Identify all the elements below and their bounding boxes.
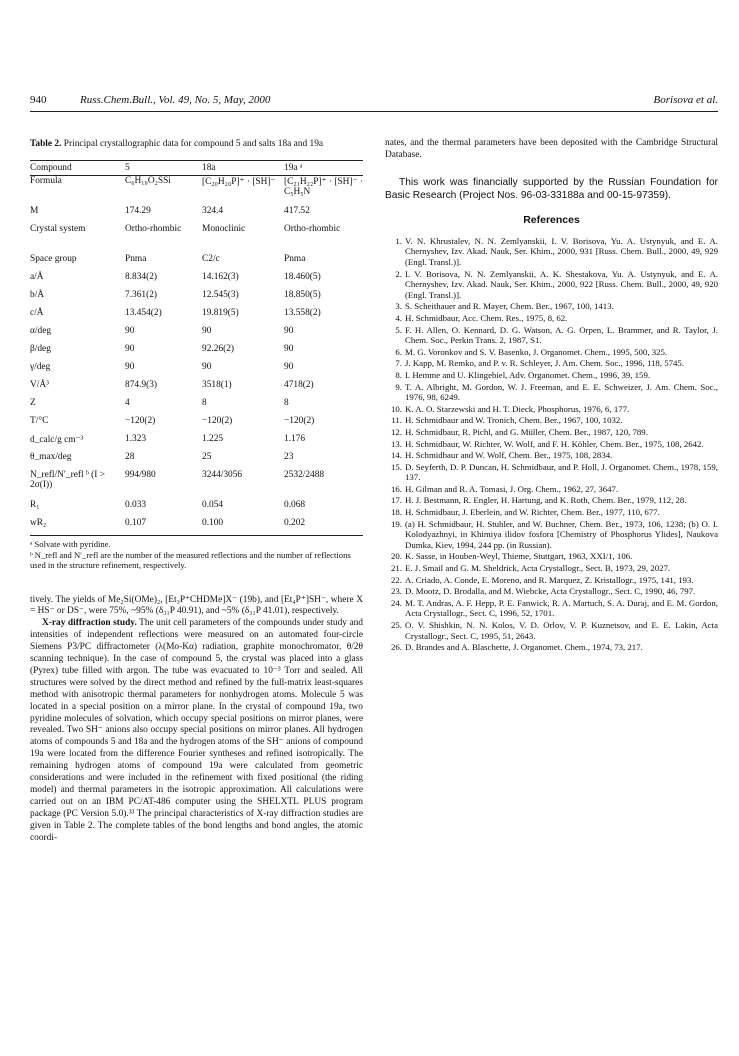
- reference-number: 15.: [391, 461, 402, 472]
- reference-number: 18.: [391, 507, 402, 518]
- reference-item: [385, 551, 718, 562]
- reference-number: 12.: [391, 426, 402, 437]
- table-cell: [C₂₀H₂₀P]⁺ · [SH]⁻: [202, 177, 276, 187]
- table-cell: 4718(2): [284, 379, 314, 390]
- reference-item: [385, 358, 718, 369]
- reference-number: 5.: [395, 324, 402, 335]
- running-authors: Borisova et al.: [653, 94, 718, 106]
- table-cell: Ortho-rhombic: [125, 223, 182, 234]
- table-cell: Pnma: [125, 253, 147, 264]
- reference-number: 17.: [391, 495, 402, 506]
- table-row: [30, 416, 363, 434]
- table-row: [30, 362, 363, 380]
- left-column: [30, 138, 363, 845]
- reference-text: M. G. Voronkov and S. V. Basenko, J. Organomet. Chem., 1995, 500, 325.: [405, 346, 668, 357]
- table-row: [30, 452, 363, 470]
- table-row: [30, 272, 363, 290]
- reference-item: [385, 642, 718, 653]
- reference-number: 26.: [391, 642, 402, 653]
- reference-number: 16.: [391, 483, 402, 494]
- table-cell: 13.454(2): [125, 307, 162, 318]
- table-cell: 0.202: [284, 518, 363, 536]
- reference-item: [385, 586, 718, 597]
- reference-number: 8.: [395, 369, 402, 380]
- table-cell: 8: [202, 397, 207, 408]
- table-cell: 1.323: [125, 433, 147, 444]
- table-row-label: R₁: [30, 499, 40, 510]
- table-cell: 4: [125, 397, 130, 408]
- table-cell: 0.033: [125, 499, 147, 510]
- reference-item: [385, 575, 718, 586]
- table-cell: 19.819(5): [202, 307, 239, 318]
- table-cell: 90: [202, 325, 212, 336]
- table-cell: 0.100: [202, 518, 284, 536]
- reference-number: 2.: [395, 268, 402, 279]
- table-row-label: α/deg: [30, 325, 52, 336]
- table-header-cell: 18a: [202, 161, 284, 176]
- table-row: [30, 254, 363, 272]
- table-row: [30, 500, 363, 518]
- table-cell: 994/980: [125, 469, 156, 480]
- reference-number: 4.: [395, 312, 402, 323]
- reference-number: 10.: [391, 403, 402, 414]
- table-row: [30, 224, 363, 254]
- xray-heading: X-ray diffraction study.: [42, 618, 137, 629]
- reference-text: O. V. Shishkin, N. N. Kolos, V. D. Orlov, V. P. Kuznetsov, and E. E. Lakin, Acta Crystallogr., Sect. C, 1995, 51, 2643.: [405, 620, 718, 641]
- table-cell: [C₂₁H₂₂P]⁺ · [SH]⁻ · C₅H₅N: [284, 177, 363, 197]
- table-cell: 8.834(2): [125, 271, 158, 282]
- reference-number: 7.: [395, 358, 402, 369]
- table-row-label: β/deg: [30, 343, 51, 354]
- reference-text: H. Gilman and R. A. Tomasi, J. Org. Chem., 1962, 27, 3647.: [405, 483, 619, 494]
- journal-citation: Russ.Chem.Bull., Vol. 49, No. 5, May, 2000: [80, 94, 271, 106]
- table-row-label: c/Å: [30, 307, 44, 318]
- reference-item: [385, 313, 718, 324]
- reference-item: [385, 415, 718, 426]
- table-row: [30, 434, 363, 452]
- reference-number: 11.: [391, 415, 402, 426]
- reference-number: 9.: [395, 381, 402, 392]
- continued-paragraph: nates, and the thermal parameters have been deposited with the Cambridge Structural Database.: [385, 138, 718, 160]
- table-cell: 3518(1): [202, 379, 232, 390]
- table-row: [30, 518, 363, 536]
- table-row: [30, 206, 363, 224]
- reference-number: 3.: [395, 301, 402, 312]
- table-cell: 25: [202, 451, 212, 462]
- reference-number: 19.: [391, 518, 402, 529]
- reference-number: 24.: [391, 597, 402, 608]
- table-cell: 874.9(3): [125, 379, 158, 390]
- reference-text: D. Mootz, D. Brodalla, and M. Wiebcke, Acta Crystallogr., Sect. C, 1990, 46, 797.: [405, 586, 696, 597]
- reference-text: J. Kapp, M. Remko, and P. v. R. Schleyer, J. Am. Chem. Soc., 1996, 118, 5745.: [405, 358, 685, 369]
- reference-text: E. J. Smail and G. M. Sheldrick, Acta Crystallogr., Sect. B, 1973, 29, 2027.: [405, 563, 671, 574]
- page-number: 940: [30, 94, 47, 106]
- table-row-label: θ_max/deg: [30, 451, 72, 462]
- table-cell: 1.176: [284, 433, 306, 444]
- table-row-label: Formula: [30, 176, 62, 186]
- table-cell: 7.361(2): [125, 289, 158, 300]
- reference-text: H. Schmidbaur and W. Wolf, Chem. Ber., 1975, 108, 2834.: [405, 450, 613, 461]
- table-cell: 23: [284, 451, 294, 462]
- reference-item: [385, 325, 718, 346]
- reference-item: [385, 427, 718, 438]
- table-row-label: N_refl/N′_refl ᵇ (I > 2σ(I)): [30, 469, 106, 490]
- reference-number: 23.: [391, 586, 402, 597]
- table-cell: −120(2): [284, 415, 315, 426]
- table-row: [30, 398, 363, 416]
- reference-item: [385, 507, 718, 518]
- reference-number: 1.: [395, 235, 402, 246]
- reference-item: [385, 382, 718, 403]
- reference-text: F. H. Allen, O. Kennard, D. G. Watson, A. G. Orpen, L. Brammer, and R. Taylor, J. Chem. Soc., Perkin Trans. 2, 1987, S1.: [405, 324, 718, 346]
- table-header-cell: Compound: [30, 161, 125, 176]
- table-header-row: [30, 161, 363, 176]
- reference-item: [385, 439, 718, 450]
- table-row: [30, 290, 363, 308]
- table-row-label: d_calc/g cm⁻³: [30, 434, 84, 445]
- reference-text: H. J. Bestmann, R. Engler, H. Hartung, and K. Roth, Chem. Ber., 1979, 112, 28.: [405, 495, 687, 506]
- reference-item: [385, 370, 718, 381]
- table-cell: 90: [202, 361, 212, 372]
- table-row: [30, 326, 363, 344]
- reference-item: [385, 462, 718, 483]
- reference-text: (a) H. Schmidbaur, H. Stuhler, and W. Buchner, Chem. Ber., 1973, 106, 1238; (b) O. I. Kolodyazhnyi, in Khimiya ilidov fosfora [Chemistry of Phosphorus Ylides], Naukova Dumka, Kiev, 1994, 244 pp. (in Russian).: [405, 518, 718, 550]
- reference-text: H. Schmidbaur, Acc. Chem. Res., 1975, 8, 62.: [405, 312, 568, 323]
- table-caption-text: Principal crystallographic data for compound 5 and salts 18a and 19a: [61, 139, 324, 149]
- table-cell: 0.068: [284, 499, 306, 510]
- table-cell: 90: [125, 325, 135, 336]
- table-caption-label: Table 2.: [30, 139, 62, 149]
- reference-number: 20.: [391, 551, 402, 562]
- reference-item: [385, 301, 718, 312]
- table-cell: −120(2): [202, 415, 233, 426]
- table-row: [30, 470, 363, 500]
- reference-item: [385, 620, 718, 641]
- right-column: [385, 138, 718, 654]
- reference-item: [385, 404, 718, 415]
- reference-text: H. Schmidbaur and W. Tronich, Chem. Ber., 1967, 100, 1032.: [405, 415, 623, 426]
- table-cell: −120(2): [125, 415, 156, 426]
- xray-body: The unit cell parameters of the compounds under study and intensities of independent reflections were measured on an automated four-circle Siemens P3/PC diffractometer (λ(Mo-Kα) radiation, graphite monochromator, θ/2θ scanning technique). In the case of compound 5, the crystal was placed into a glass (Pyrex) tube filled with argon. The tube was evacuated to 10⁻³ Torr and sealed. All structures were solved by the direct method and refined by the full-matrix least-squares method with anisotropic thermal parameters for nonhydrogen atoms. Molecule 5 was located in a special position on a mirror plane. In the crystal of compound 19a, two pyridine molecules of solvation, which occupy special positions on mirror planes, were revealed. Two SH⁻ anions also occupy special positions on mirror planes. All hydrogen atoms of compounds 5 and 18a and the hydrogen atoms of the SH⁻ anions of compound 19a were located from the difference Fourier syntheses and refined isotropically. The remaining hydrogen atoms of compound 19a were calculated from geometric considerations and were included in the refinement with fixed positional (the riding model) and thermal parameters in the isotropic approximation. All calculations were carried out on an IBM PC/AT-486 computer using the SHELXTL PLUS program package (PC Version 5.0).³³ The principal characteristics of X-ray diffraction studies are given in Table 2. The complete tables of the bond lengths and bond angles, the atomic coordi-: [30, 618, 363, 843]
- table-cell: 8: [284, 397, 289, 408]
- reference-text: K. Sasse, in Houben-Weyl, Thieme, Stuttgart, 1963, XXI/1, 106.: [405, 551, 633, 562]
- reference-item: [385, 563, 718, 574]
- reference-item: [385, 598, 718, 619]
- table-cell: 174.29: [125, 205, 151, 216]
- reference-item: [385, 236, 718, 268]
- reference-text: M. T. Andras, A. F. Hepp, P. E. Fanwick, R. A. Martuch, S. A. Duraj, and E. M. Gordon, Acta Crystallogr., Sect. C, 1996, 52, 1701.: [405, 597, 718, 619]
- table-row: [30, 344, 363, 362]
- table-cell: 12.545(3): [202, 289, 239, 300]
- xray-paragraph: [30, 618, 363, 844]
- reference-number: 6.: [395, 346, 402, 357]
- reference-number: 21.: [391, 563, 402, 574]
- table-cell: 90: [284, 361, 294, 372]
- table-cell: 417.52: [284, 205, 310, 216]
- reference-text: D. Brandes and A. Blaschette, J. Organomet. Chem., 1974, 73, 217.: [405, 642, 643, 653]
- table-caption: [30, 138, 363, 150]
- table-footnote-a: ᵃ Solvate with pyridine.: [30, 539, 111, 549]
- table-row: [30, 176, 363, 206]
- table-footnote-b: ᵇ N_refl and N′_refl are the number of the measured reflections and the number of reflections used in the structure refinement, respectively.: [30, 549, 351, 570]
- table-cell: 14.162(3): [202, 271, 239, 282]
- reference-text: T. A. Albright, M. Gordon, W. J. Freeman, and E. E. Schweizer, J. Am. Chem. Soc., 1976, 98, 6249.: [405, 381, 718, 403]
- table-row-label: Crystal system: [30, 223, 86, 234]
- table-row-label: γ/deg: [30, 361, 51, 372]
- table-header-cell: 5: [125, 161, 202, 176]
- reference-text: D. Seyferth, D. P. Duncan, H. Schmidbaur, and P. Holl, J. Organomet. Chem., 1978, 159, 137.: [405, 461, 718, 483]
- reference-text: H. Schmidbaur, W. Richter, W. Wolf, and F. H. Köhler, Chem. Ber., 1975, 108, 2642.: [405, 438, 704, 449]
- table-cell: 90: [284, 343, 294, 354]
- reference-text: K. A. O. Starzewski and H. T. Dieck, Phosphorus, 1976, 6, 177.: [405, 403, 630, 414]
- reference-list: [385, 236, 718, 653]
- reference-number: 14.: [391, 450, 402, 461]
- table-cell: 1.225: [202, 433, 224, 444]
- reference-item: [385, 450, 718, 461]
- crystallographic-table: [30, 160, 363, 536]
- reference-item: [385, 347, 718, 358]
- table-cell: 92.26(2): [202, 343, 235, 354]
- references-heading: References: [523, 213, 580, 226]
- acknowledgement: This work was financially supported by the Russian Foundation for Basic Research (Project Nos. 96-03-33188a and 00-15-97359).: [385, 176, 718, 201]
- table-row-label: Space group: [30, 253, 77, 264]
- table-cell: 90: [125, 343, 135, 354]
- table-row: [30, 380, 363, 398]
- reference-number: 22.: [391, 574, 402, 585]
- reference-text: I. V. Borisova, N. N. Zemlyanskii, A. K. Shestakova, Yu. A. Ustynyuk, and E. A. Chernyshev, Izv. Akad. Nauk, Ser. Khim., 2000, 922 [Russ. Chem. Bull., 2000, 49, 920 (Engl. Transl.)].: [405, 268, 718, 300]
- yields-paragraph: tively. The yields of Me₂Si(OMe)₂, [Et₃P⁺CHDMe]X⁻ (19b), and [Et₄P⁺]SH⁻, where X = HS⁻ or DS⁻, were 75%, ~95% (δ₃₁P 40.91), and ~5% (δ₃₁P 41.01), respectively.: [30, 594, 363, 617]
- running-header: [30, 94, 718, 110]
- table-cell: Monoclinic: [202, 223, 246, 234]
- table-row-label: Z: [30, 397, 36, 408]
- reference-item: [385, 484, 718, 495]
- reference-text: A. Criado, A. Conde, E. Moreno, and R. Marquez, Z. Kristallogr., 1975, 141, 193.: [405, 574, 694, 585]
- table-row-label: T/°C: [30, 415, 49, 426]
- table-cell: 28: [125, 451, 135, 462]
- reference-text: V. N. Khrustalev, N. N. Zemlyanskii, I. V. Borisova, Yu. A. Ustynyuk, and E. A. Chernyshev, Izv. Akad. Nauk, Ser. Khim., 2000, 931 [Russ. Chem. Bull., 2000, 49, 929 (Engl. Transl.)].: [405, 235, 718, 267]
- table-cell: C2/c: [202, 253, 220, 264]
- reference-number: 25.: [391, 620, 402, 630]
- table-row-label: a/Å: [30, 271, 44, 282]
- table-cell: 324.4: [202, 205, 224, 216]
- table-cell: 0.107: [125, 518, 202, 536]
- table-cell: 3244/3056: [202, 469, 243, 480]
- table-cell: 2532/2488: [284, 469, 325, 480]
- table-row-label: M: [30, 205, 39, 216]
- reference-text: S. Scheithauer and R. Mayer, Chem. Ber., 1967, 100, 1413.: [405, 301, 614, 312]
- table-cell: Pnma: [284, 253, 306, 264]
- table-row-label: b/Å: [30, 289, 45, 300]
- reference-item: [385, 519, 718, 551]
- reference-number: 13.: [391, 438, 402, 449]
- table-row-label: wR₂: [30, 518, 125, 536]
- table-row: [30, 308, 363, 326]
- table-cell: 90: [125, 361, 135, 372]
- table-cell: 90: [284, 325, 294, 336]
- reference-item: [385, 269, 718, 301]
- table-cell: C₆H₁₀O₂SSi: [125, 176, 171, 186]
- reference-text: H. Schmidbaur, R. Pichl, and G. Müller, Chem. Ber., 1987, 120, 789.: [405, 426, 648, 437]
- table-cell: 0.054: [202, 499, 224, 510]
- table-row-label: V/Å³: [30, 379, 49, 390]
- reference-text: I. Hemme and U. Klingebiel, Adv. Organomet. Chem., 1996, 39, 159.: [405, 369, 651, 380]
- reference-item: [385, 495, 718, 506]
- table-cell: Ortho-rhombic: [284, 223, 341, 234]
- table-header-cell: 19a ᵃ: [284, 161, 363, 176]
- header-rule: [30, 111, 718, 112]
- table-cell: 18.850(5): [284, 289, 321, 300]
- table-cell: 13.558(2): [284, 307, 321, 318]
- reference-text: H. Schmidbaur, J. Eberlein, and W. Richter, Chem. Ber., 1977, 110, 677.: [405, 507, 660, 518]
- table-cell: 18.460(5): [284, 271, 321, 282]
